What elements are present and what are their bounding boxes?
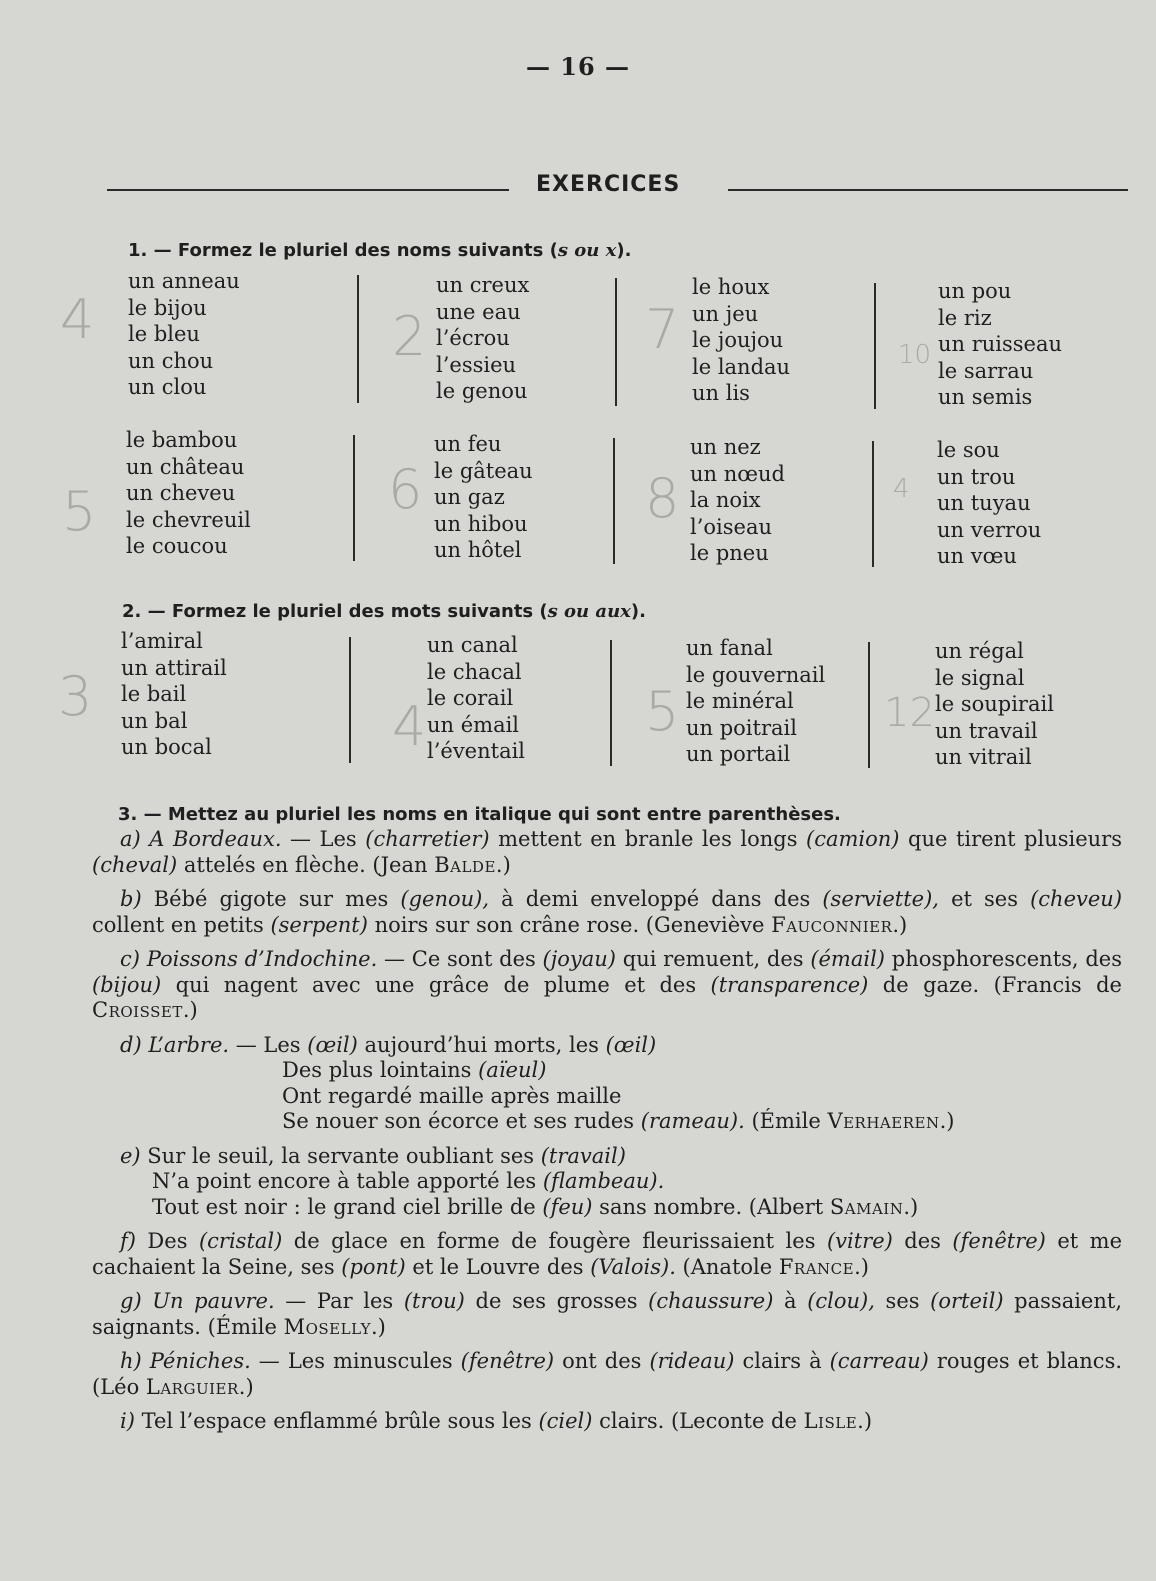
pencil-mark: 6 (388, 458, 423, 521)
word: un émail (427, 712, 520, 737)
word: un semis (938, 385, 1033, 409)
exercise-2-heading: 2. — Formez le pluriel des mots suivants (s ou aux). (122, 601, 646, 622)
word: un poitrail (686, 715, 797, 740)
word: le bleu (128, 322, 200, 346)
word: un tuyau (937, 491, 1031, 515)
word: le riz (938, 305, 992, 330)
ex1-block2-col3 (690, 434, 785, 567)
page-title: EXERCICES (536, 172, 681, 197)
word: le bijou (128, 295, 207, 320)
title-rule-left (107, 189, 509, 191)
pencil-mark: 12 (884, 690, 935, 736)
pencil-mark: 4 (893, 474, 910, 504)
ex1-block2-col2 (434, 431, 533, 564)
column-divider (349, 637, 351, 763)
word: le gouvernail (686, 662, 826, 687)
exercise-3-item-h: h) Péniches. — Les minuscules (fenêtre) ont des (rideau) clairs à (carreau) rouges et blancs. (Léo Larguier.) (92, 1349, 1123, 1399)
column-divider (615, 278, 617, 406)
word: le signal (935, 665, 1025, 690)
title-rule-right (728, 189, 1128, 191)
word: un gaz (434, 485, 505, 509)
word: un château (126, 454, 245, 479)
ex1-block2-col4 (937, 437, 1041, 570)
exercise-3-item-e: e) Sur le seuil, la servante oubliant ses (travail) N’a point encore à table apporté les (flambeau). Tout est noir : le grand ciel brille de (feu) sans nombre. (Albert Samain.) (120, 1143, 919, 1219)
word: un anneau (128, 269, 240, 293)
word: le gâteau (434, 458, 533, 483)
word: un ruisseau (938, 332, 1063, 356)
word: le soupirail (935, 692, 1054, 716)
word: un travail (935, 718, 1038, 743)
word: un nez (690, 435, 761, 459)
word: un pou (938, 279, 1012, 303)
word: le sou (937, 438, 1000, 462)
word: un fanal (686, 636, 773, 660)
word: un chou (128, 348, 214, 373)
word: le chacal (427, 659, 522, 684)
word: un clou (128, 375, 207, 399)
ex1-block1-col2 (436, 272, 529, 405)
word: un bocal (121, 735, 212, 759)
exercise-3-body (92, 827, 1122, 1444)
word: une eau (436, 299, 521, 324)
word: un régal (935, 639, 1024, 663)
word: un cheveu (126, 481, 236, 505)
word: le pneu (690, 541, 769, 565)
word: l’essieu (436, 352, 517, 377)
pencil-mark: 4 (392, 695, 427, 758)
pencil-mark: 7 (645, 298, 680, 361)
exercise-1-heading: 1. — Formez le pluriel des noms suivants (s ou x). (128, 240, 632, 261)
word: le sarrau (938, 358, 1034, 383)
word: un canal (427, 633, 518, 657)
word: un nœud (690, 461, 785, 486)
pencil-mark: 8 (645, 467, 680, 530)
ex2-col3 (686, 635, 825, 768)
word: le minéral (686, 689, 794, 713)
column-divider (610, 640, 612, 766)
word: un trou (937, 464, 1016, 489)
exercise-3-item-f: f) Des (cristal) de glace en forme de fougère fleurissaient les (vitre) des (fenêtre) et me cachaient la Seine, ses (pont) et le Louvre des (Valois). (Anatole France.) (92, 1229, 1122, 1279)
word: l’écrou (436, 326, 510, 350)
ex2-col2 (427, 632, 525, 765)
word: le joujou (692, 328, 784, 352)
column-divider (353, 435, 355, 561)
word: un attirail (121, 655, 227, 680)
ex1-block2-col1 (126, 427, 251, 560)
word: un lis (692, 381, 750, 405)
word: le coucou (126, 534, 228, 558)
page-number: — 16 — (525, 52, 631, 81)
word: un hôtel (434, 538, 522, 562)
pencil-mark: 2 (392, 305, 427, 368)
pencil-mark: 4 (60, 288, 95, 351)
word: le chevreuil (126, 507, 251, 532)
word: un verrou (937, 517, 1042, 542)
ex1-block1-col4 (938, 278, 1062, 411)
word: un jeu (692, 301, 759, 326)
word: le genou (436, 379, 528, 403)
word: l’amiral (121, 629, 203, 653)
word: un creux (436, 273, 530, 297)
word: la noix (690, 488, 761, 512)
word: le bail (121, 682, 187, 706)
column-divider (874, 283, 876, 409)
word: le landau (692, 354, 791, 379)
word: un hibou (434, 511, 528, 536)
column-divider (868, 642, 870, 768)
word: le bambou (126, 428, 238, 452)
exercise-3-item-i: i) Tel l’espace enflammé brûle sous les (ciel) clairs. (Leconte de Lisle.) (120, 1409, 873, 1433)
pencil-mark: 5 (62, 480, 97, 543)
word: un vœu (937, 544, 1017, 568)
pencil-mark: 10 (898, 340, 932, 370)
ex1-block1-col1 (128, 268, 240, 401)
exercise-3-item-d: d) L’arbre. — Les (œil) aujourd’hui morts, les (œil) Des plus lointains (aïeul) Ont regardé maille après maille Se nouer son écorce et ses rudes (rameau). (Émile Verhaeren.) (120, 1032, 955, 1133)
column-divider (872, 441, 874, 567)
word: un bal (121, 708, 188, 733)
exercise-3-item-c: c) Poissons d’Indochine. — Ce sont des (joyau) qui remuent, des (émail) phosphorescents, des (bijou) qui nagent avec une grâce de plume et des (transparence) de gaze. (Francis de Croisset.) (92, 947, 1122, 1022)
ex1-block1-col3 (692, 274, 790, 407)
column-divider (357, 275, 359, 403)
exercise-3-heading: 3. — Mettez au pluriel les noms en italique qui sont entre parenthèses. (118, 804, 841, 825)
word: un feu (434, 432, 502, 456)
word: le houx (692, 275, 770, 299)
word: l’éventail (427, 739, 526, 763)
exercise-3-item-g: g) Un pauvre. — Par les (trou) de ses grosses (chaussure) à (clou), ses (orteil) passaient, saignants. (Émile Moselly.) (92, 1289, 1122, 1339)
exercise-3-item-a: a) A Bordeaux. — Les (charretier) mettent en branle les longs (camion) que tirent plusieurs (cheval) attelés en flèche. (Jean Balde.) (92, 827, 1122, 877)
pencil-mark: 3 (58, 665, 93, 728)
exercise-3-item-b: b) Bébé gigote sur mes (genou), à demi enveloppé dans des (serviette), et ses (cheveu) collent en petits (serpent) noirs sur son crâne rose. (Geneviève Fauconnier.) (92, 887, 1123, 937)
pencil-mark: 5 (645, 680, 680, 743)
column-divider (613, 438, 615, 564)
word: un vitrail (935, 745, 1032, 769)
word: l’oiseau (690, 514, 773, 539)
ex2-col4 (935, 638, 1054, 771)
word: le corail (427, 686, 514, 710)
ex2-col1 (121, 628, 227, 761)
word: un portail (686, 742, 791, 766)
